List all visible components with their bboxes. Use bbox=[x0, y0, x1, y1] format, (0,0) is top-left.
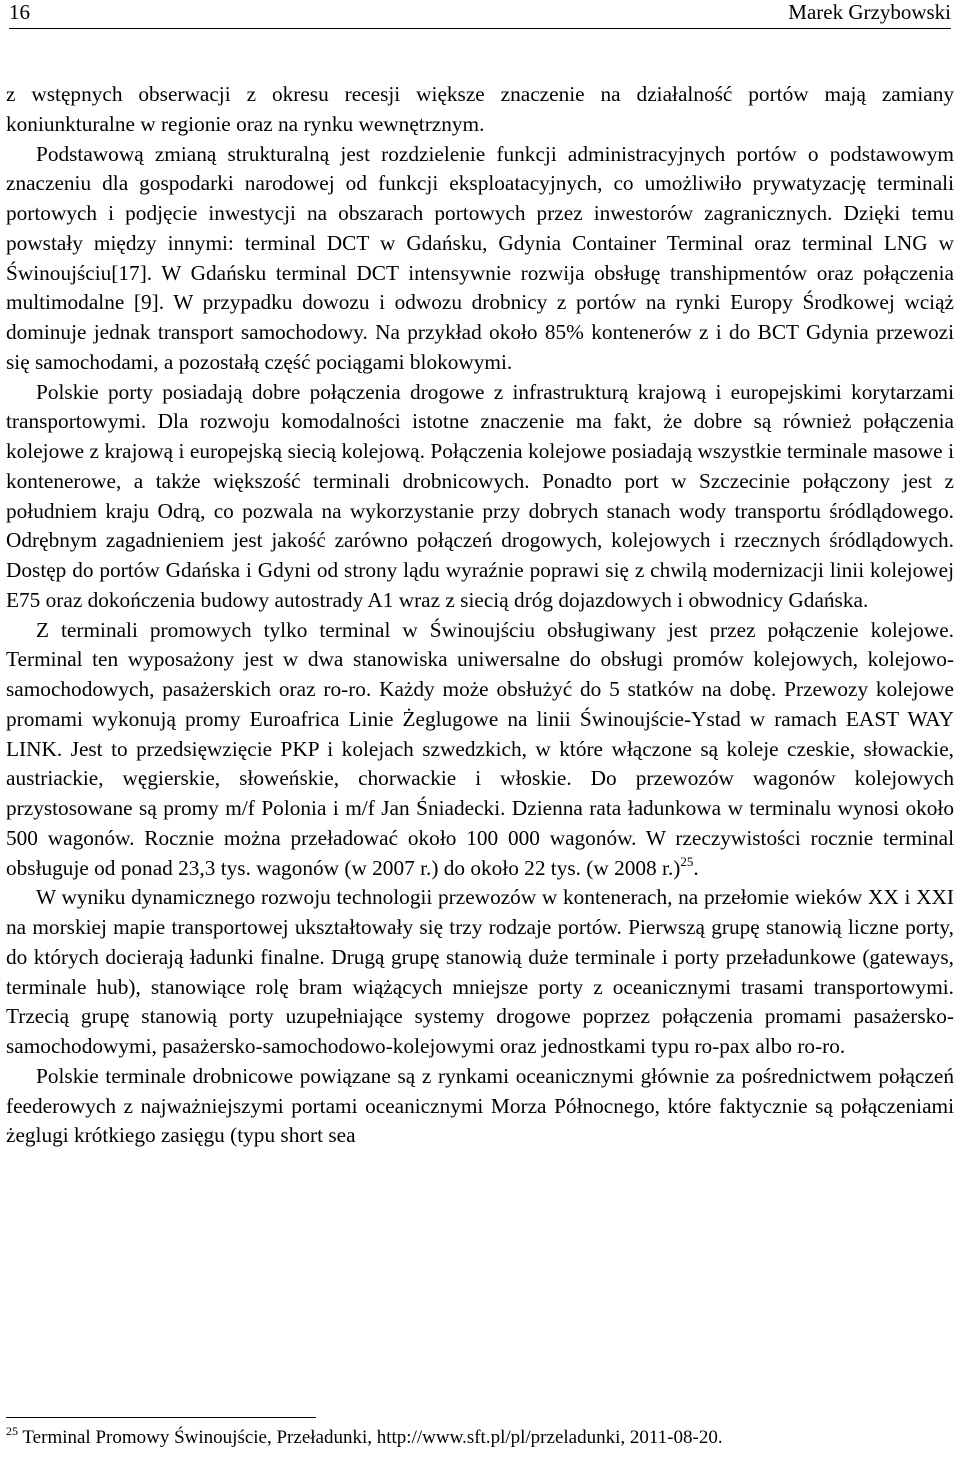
footnote-number: 25 bbox=[6, 1424, 18, 1438]
page-number: 16 bbox=[9, 0, 30, 24]
paragraph: z wstępnych obserwacji z okresu recesji większe znaczenie na działalność portów mają zamiany koniunkturalne w regionie oraz na rynku wewnętrznym. bbox=[6, 82, 954, 136]
paragraph: Podstawową zmianą strukturalną jest rozdzielenie funkcji administracyjnych portów o podstawowym znaczeniu dla gospodarki narodowej od funkcji eksploatacyjnych, co umożliwiło prywatyzację terminali portowych i podjęcie inwestycji na obszarach portowych przez inwestorów zagranicznych. Dzięki temu powstały między innymi: terminal DCT w Gdańsku, Gdynia Container Terminal oraz terminal LNG w Świnoujściu[17]. W Gdańsku terminal DCT intensywnie rozwija obsługę transhipmentów oraz połączenia multimodalne [9]. W przypadku dowozu i odwozu drobnicy z portów na rynki Europy Środkowej wciąż dominuje jednak transport samochodowy. Na przykład około 85% kontenerów z i do BCT Gdynia przewozi się samochodami, a pozostałą część pociągami blokowymi. bbox=[6, 141, 954, 374]
paragraph-end: . bbox=[693, 855, 699, 880]
paragraph-text: Z terminali promowych tylko terminal w Świnoujściu obsługiwany jest przez połączenie kolejowe. Terminal ten wyposażony jest w dwa stanowiska uniwersalne do obsługi promów kolejowych, kolejowo-samochodowych, pasażerskich oraz ro-ro. Każdy może obsłużyć do 5 statków na dobę. Przewozy kolejowe promami wykonują promy Euroafrica Linie Żeglugowe na linii Świnoujście-Ystad w ramach EAST WAY LINK. Jest to przedsięwzięcie PKP i kolejach szwedzkich, w które włączone są koleje czeskie, słowackie, austriackie, węgierskie, słoweńskie, chorwackie i włoskie. Do przewozów wagonów kolejowych przystosowane są promy m/f Polonia i m/f Jan Śniadecki. Dzienna rata ładunkowa w terminalu wynosi około 500 wagonów. Rocznie można przeładować około 100 000 wagonów. W rzeczywistości rocznie terminal obsługuje od ponad 23,3 tys. wagonów (w 2007 r.) do około 22 tys. (w 2008 r.) bbox=[6, 617, 954, 880]
paragraph: Polskie terminale drobnicowe powiązane są z rynkami oceanicznymi głównie za pośrednictwem połączeń feederowych z najważniejszymi portami oceanicznymi Morza Północnego, które faktycznie są połączeniami żeglugi krótkiego zasięgu (typu short sea bbox=[6, 1063, 954, 1148]
paragraph: Polskie porty posiadają dobre połączenia drogowe z infrastrukturą krajową i europejskimi korytarzami transportowymi. Dla rozwoju komodalności istotne znaczenie ma fakt, że dobre są również połączenia kolejowe z krajową i europejską siecią kolejową. Połączenia kolejowe posiadają wszystkie terminale masowe i kontenerowe, a także większość terminali drobnicowych. Ponadto port w Szczecinie połączony jest z południem kraju Odrą, co pozwala na wykorzystanie przy dobrych stanach wody transportu śródlądowego. Odrębnym zagadnieniem jest jakość zarówno połączeń drogowych, kolejowych i rzecznych śródlądowych. Dostęp do portów Gdańska i Gdyni od strony lądu wyraźnie poprawi się z chwilą modernizacji linii kolejowej E75 oraz dokończenia budowy autostrady A1 wraz z siecią dróg dojazdowych i obwodnicy Gdańska. bbox=[6, 379, 954, 612]
paragraph: W wyniku dynamicznego rozwoju technologii przewozów w kontenerach, na przełomie wieków XX i XXI na morskiej mapie transportowej ukształtowały się trzy rodzaje portów. Pierwszą grupę stanowią liczne porty, do których docierają ładunki finalne. Drugą grupę stanowią duże terminale i porty przeładunkowe (gateways, terminale hub), stanowiące rolę bram wiążących mniejsze porty z oceanicznymi trasami transportowymi. Trzecią grupę stanowią porty uzupełniające systemy drogowe poprzez połączenia promami pasażersko-samochodowymi, pasażersko-samochodowo-kolejowymi oraz jednostkami typu ro-pax albo ro-ro. bbox=[6, 885, 954, 1058]
page-header bbox=[9, 0, 951, 29]
running-head: Marek Grzybowski bbox=[788, 0, 951, 24]
footnote-reference[interactable]: 25 bbox=[680, 853, 694, 869]
body-text bbox=[6, 80, 954, 1151]
paragraph bbox=[6, 616, 954, 884]
footnote-divider bbox=[6, 1417, 316, 1418]
footnote-text: Terminal Promowy Świnoujście, Przeładunki, http://www.sft.pl/pl/przeladunki, 2011-08-20. bbox=[18, 1427, 723, 1448]
footnote bbox=[6, 1424, 954, 1452]
